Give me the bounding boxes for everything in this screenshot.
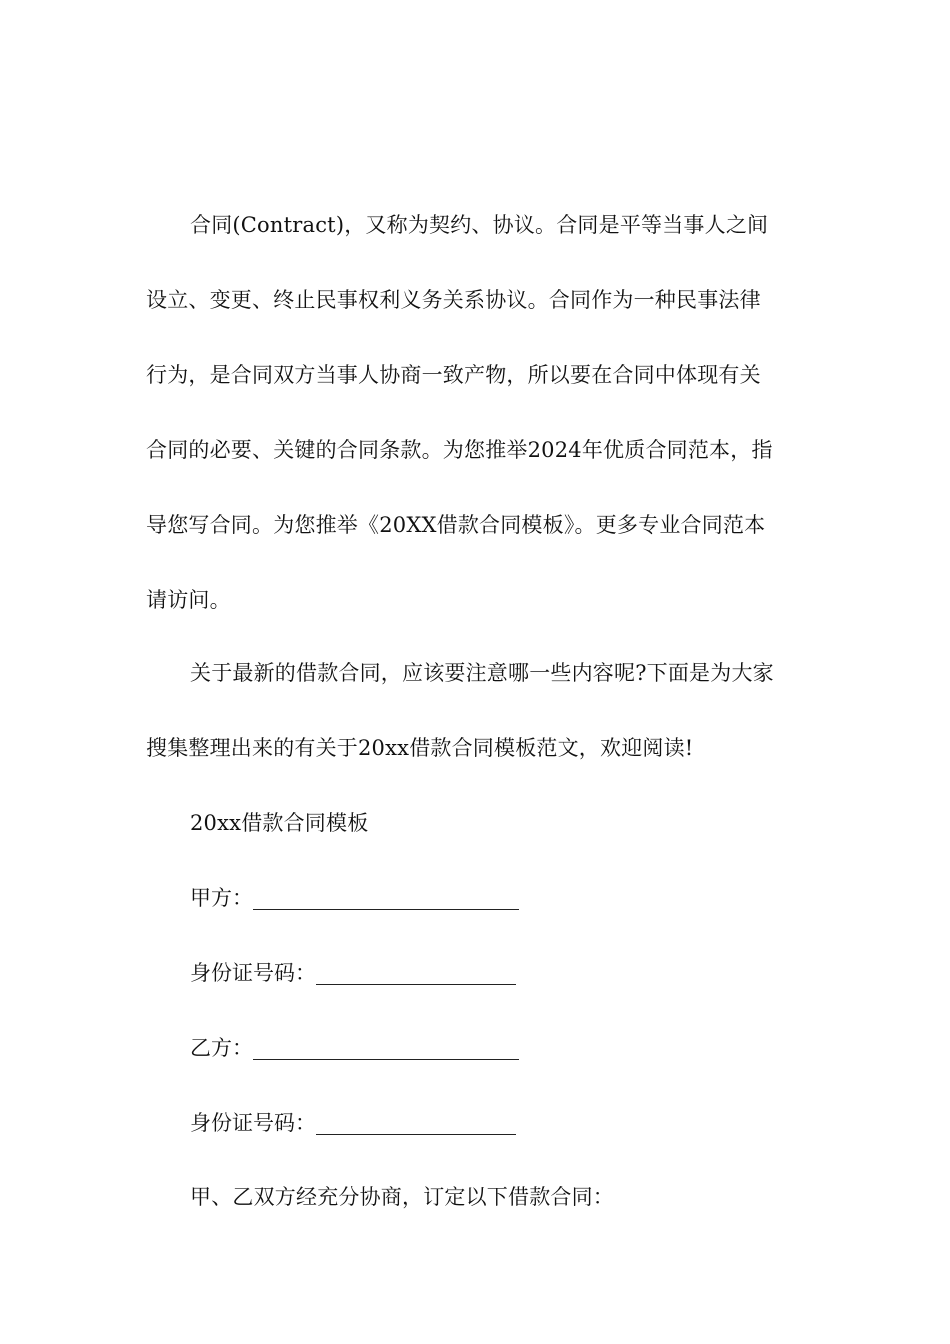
paragraph-1-line-5: 导您写合同。为您推举《20XX借款合同模板》。更多专业合同范本 (146, 513, 766, 537)
party-b-blank (253, 1037, 519, 1060)
paragraph-1-line-6: 请访问。 (146, 588, 231, 612)
paragraph-1-line-2: 设立、变更、终止民事权利义务关系协议。合同作为一种民事法律 (146, 288, 761, 312)
party-a-id-row (190, 958, 516, 988)
party-a-label: 甲方： (190, 886, 253, 910)
party-a-id-label: 身份证号码： (190, 961, 316, 985)
paragraph-1-line-1: 合同(Contract)，又称为契约、协议。合同是平等当事人之间 (190, 213, 769, 237)
party-a-row (190, 883, 519, 913)
party-b-label: 乙方： (190, 1036, 253, 1060)
party-b-row (190, 1033, 519, 1063)
party-b-id-row (190, 1108, 516, 1138)
paragraph-1-line-4: 合同的必要、关键的合同条款。为您推举2024年优质合同范本，指 (146, 438, 773, 462)
paragraph-2-line-1: 关于最新的借款合同，应该要注意哪一些内容呢?下面是为大家 (190, 661, 774, 685)
party-a-id-blank (316, 962, 516, 985)
agreement-intro: 甲、乙双方经充分协商，订定以下借款合同： (190, 1185, 614, 1209)
contract-title: 20xx借款合同模板 (190, 811, 369, 835)
party-a-blank (253, 887, 519, 910)
paragraph-2-line-2: 搜集整理出来的有关于20xx借款合同模板范文，欢迎阅读! (146, 736, 694, 760)
party-b-id-label: 身份证号码： (190, 1111, 316, 1135)
paragraph-1-line-3: 行为，是合同双方当事人协商一致产物，所以要在合同中体现有关 (146, 363, 761, 387)
party-b-id-blank (316, 1112, 516, 1135)
